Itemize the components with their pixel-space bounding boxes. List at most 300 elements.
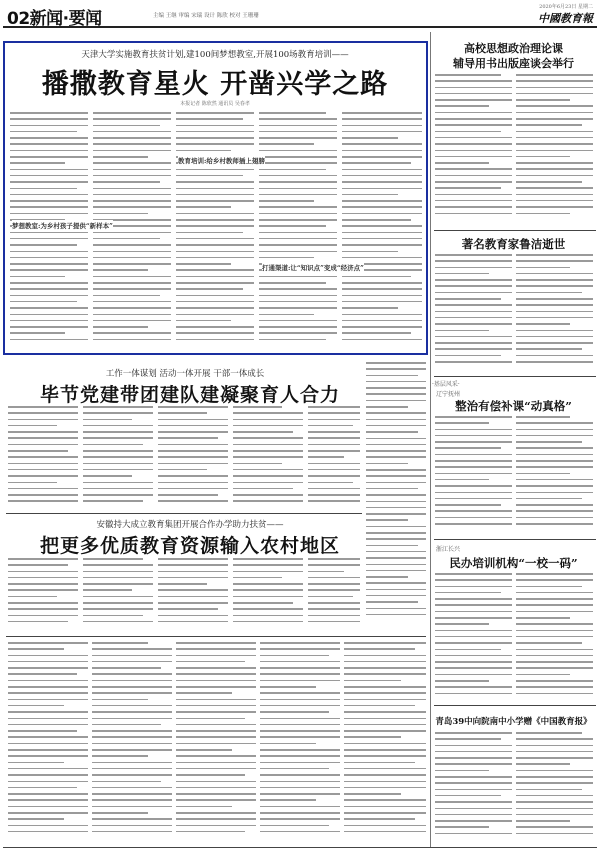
text-line bbox=[435, 143, 512, 145]
text-line bbox=[366, 582, 426, 584]
text-line bbox=[342, 219, 411, 221]
text-line bbox=[83, 494, 153, 496]
text-line bbox=[260, 736, 340, 738]
text-line bbox=[176, 269, 254, 271]
text-line bbox=[516, 273, 593, 275]
text-line bbox=[93, 320, 171, 322]
text-line bbox=[435, 795, 501, 797]
text-line bbox=[10, 238, 88, 240]
text-line bbox=[366, 576, 408, 578]
text-line bbox=[8, 450, 68, 452]
text-line bbox=[92, 655, 172, 657]
text-line bbox=[435, 194, 512, 196]
text-line bbox=[516, 355, 593, 357]
text-line bbox=[342, 332, 411, 334]
text-line bbox=[516, 655, 593, 657]
text-line bbox=[516, 80, 593, 82]
text-line bbox=[435, 447, 501, 449]
text-line bbox=[308, 469, 360, 471]
text-line bbox=[92, 768, 172, 770]
text-line bbox=[516, 175, 593, 177]
text-line bbox=[344, 667, 426, 669]
text-line bbox=[158, 621, 228, 623]
text-line bbox=[308, 431, 360, 433]
text-line bbox=[308, 602, 360, 604]
text-line bbox=[435, 801, 512, 803]
text-line bbox=[516, 342, 593, 344]
text-line bbox=[176, 825, 256, 827]
text-line bbox=[158, 412, 207, 414]
text-line bbox=[516, 87, 593, 89]
text-line bbox=[233, 583, 303, 585]
text-line bbox=[92, 781, 161, 783]
text-line bbox=[8, 608, 78, 610]
text-line bbox=[344, 755, 426, 757]
text-line bbox=[233, 450, 303, 452]
text-line bbox=[435, 273, 489, 275]
text-line bbox=[93, 238, 160, 240]
text-line bbox=[366, 482, 426, 484]
text-line bbox=[92, 762, 172, 764]
text-line bbox=[259, 188, 337, 190]
text-line bbox=[435, 473, 512, 475]
text-line bbox=[259, 307, 337, 309]
text-line bbox=[233, 596, 303, 598]
text-line bbox=[435, 348, 512, 350]
text-line bbox=[516, 757, 593, 759]
text-line bbox=[92, 825, 172, 827]
text-line bbox=[260, 711, 329, 713]
text-line bbox=[342, 125, 422, 127]
text-line bbox=[8, 680, 88, 682]
text-line bbox=[93, 301, 171, 303]
text-line bbox=[83, 596, 153, 598]
text-line bbox=[8, 425, 57, 427]
text-line bbox=[516, 454, 593, 456]
text-line bbox=[516, 124, 582, 126]
text-line bbox=[8, 577, 78, 579]
text-line bbox=[516, 745, 593, 747]
right-story3-headline: 整治有偿补课“动真格” bbox=[455, 399, 572, 413]
text-line bbox=[435, 87, 512, 89]
story3-headline: 把更多优质教育资源输入农村地区 bbox=[39, 535, 340, 557]
text-line bbox=[10, 143, 88, 145]
section-divider bbox=[434, 705, 596, 706]
text-line bbox=[366, 545, 418, 547]
text-line bbox=[435, 592, 501, 594]
text-line bbox=[516, 317, 593, 319]
text-line bbox=[435, 200, 512, 202]
text-line bbox=[366, 526, 426, 528]
text-line bbox=[92, 718, 172, 720]
text-line bbox=[260, 692, 340, 694]
text-line bbox=[260, 705, 340, 707]
text-line bbox=[342, 188, 422, 190]
text-line bbox=[435, 416, 512, 418]
text-line bbox=[308, 564, 360, 566]
text-line bbox=[342, 257, 422, 259]
text-line bbox=[435, 667, 512, 669]
text-line bbox=[259, 156, 337, 158]
text-line bbox=[8, 655, 88, 657]
text-line bbox=[83, 571, 153, 573]
text-line bbox=[260, 781, 340, 783]
text-line bbox=[8, 412, 78, 414]
text-line bbox=[8, 749, 88, 751]
text-line bbox=[516, 674, 570, 676]
text-line bbox=[176, 774, 245, 776]
text-line bbox=[8, 431, 78, 433]
text-line bbox=[176, 301, 254, 303]
text-line bbox=[233, 437, 303, 439]
text-line bbox=[233, 444, 303, 446]
right-story3-kicker: 辽宁抚州 bbox=[436, 391, 461, 398]
text-line bbox=[233, 406, 282, 408]
text-line bbox=[8, 724, 88, 726]
text-line bbox=[8, 730, 77, 732]
text-line bbox=[176, 137, 254, 139]
story2-body-col2 bbox=[83, 406, 153, 508]
text-line bbox=[516, 137, 593, 139]
text-line bbox=[516, 686, 593, 688]
text-line bbox=[158, 608, 218, 610]
text-line bbox=[260, 655, 329, 657]
text-line bbox=[308, 419, 360, 421]
text-line bbox=[83, 463, 153, 465]
text-line bbox=[516, 311, 593, 313]
text-line bbox=[92, 736, 172, 738]
text-line bbox=[260, 831, 340, 833]
lead-body-col4 bbox=[259, 112, 337, 350]
text-line bbox=[93, 339, 171, 341]
text-line bbox=[366, 469, 426, 471]
text-line bbox=[260, 806, 340, 808]
text-line bbox=[435, 311, 512, 313]
text-line bbox=[259, 326, 337, 328]
text-line bbox=[516, 732, 582, 734]
right-story2-headline: 著名教育家鲁洁逝世 bbox=[461, 237, 566, 251]
text-line bbox=[8, 500, 78, 502]
section-title: 02新闻·要闻 bbox=[7, 9, 102, 29]
text-line bbox=[233, 469, 303, 471]
text-line bbox=[435, 523, 512, 525]
text-line bbox=[83, 500, 143, 502]
text-line bbox=[83, 564, 153, 566]
text-line bbox=[8, 558, 78, 560]
text-line bbox=[516, 112, 593, 114]
text-line bbox=[176, 749, 232, 751]
text-line bbox=[308, 558, 360, 560]
lead-subhead-2: 教育培训:给乡村教师插上翅膀 bbox=[178, 157, 265, 165]
text-line bbox=[516, 323, 570, 325]
text-line bbox=[176, 143, 254, 145]
text-line bbox=[342, 282, 422, 284]
text-line bbox=[435, 317, 512, 319]
text-line bbox=[344, 673, 426, 675]
text-line bbox=[233, 482, 303, 484]
text-line bbox=[344, 743, 426, 745]
text-line bbox=[8, 463, 78, 465]
text-line bbox=[516, 782, 593, 784]
text-line bbox=[344, 787, 426, 789]
text-line bbox=[176, 648, 256, 650]
text-line bbox=[233, 589, 303, 591]
text-line bbox=[83, 456, 153, 458]
text-line bbox=[516, 466, 593, 468]
text-line bbox=[10, 282, 88, 284]
text-line bbox=[344, 724, 426, 726]
text-line bbox=[158, 469, 207, 471]
text-line bbox=[516, 168, 593, 170]
text-line bbox=[344, 718, 426, 720]
text-line bbox=[10, 131, 77, 133]
text-line bbox=[10, 162, 65, 164]
text-line bbox=[435, 131, 501, 133]
text-line bbox=[342, 301, 422, 303]
text-line bbox=[259, 282, 326, 284]
text-line bbox=[158, 444, 228, 446]
text-line bbox=[516, 260, 593, 262]
text-line bbox=[344, 711, 426, 713]
text-line bbox=[342, 232, 422, 234]
text-line bbox=[92, 730, 172, 732]
text-line bbox=[93, 326, 148, 328]
text-line bbox=[366, 538, 426, 540]
text-line bbox=[93, 332, 171, 334]
text-line bbox=[176, 736, 256, 738]
section-divider bbox=[434, 376, 596, 377]
text-line bbox=[435, 814, 512, 816]
text-line bbox=[158, 431, 228, 433]
text-line bbox=[10, 251, 88, 253]
text-line bbox=[8, 564, 68, 566]
right-story3-body-col2 bbox=[516, 416, 593, 534]
text-line bbox=[516, 738, 593, 740]
text-line bbox=[233, 494, 303, 496]
text-line bbox=[516, 592, 593, 594]
text-line bbox=[83, 475, 132, 477]
right-story5-body-col2 bbox=[516, 732, 593, 844]
text-line bbox=[8, 488, 78, 490]
text-line bbox=[83, 469, 153, 471]
text-line bbox=[260, 762, 340, 764]
text-line bbox=[176, 150, 231, 152]
text-line bbox=[308, 500, 360, 502]
text-line bbox=[176, 655, 256, 657]
text-line bbox=[435, 105, 489, 107]
text-line bbox=[8, 596, 57, 598]
text-line bbox=[233, 431, 293, 433]
text-line bbox=[344, 736, 401, 738]
text-line bbox=[260, 818, 340, 820]
text-line bbox=[93, 269, 148, 271]
text-line bbox=[344, 812, 426, 814]
text-line bbox=[176, 251, 254, 253]
text-line bbox=[308, 444, 360, 446]
text-line bbox=[92, 673, 172, 675]
text-line bbox=[93, 232, 171, 234]
text-line bbox=[259, 118, 337, 120]
story-side-body bbox=[366, 362, 426, 624]
text-line bbox=[176, 711, 256, 713]
text-line bbox=[176, 705, 256, 707]
text-line bbox=[176, 175, 243, 177]
text-line bbox=[259, 251, 337, 253]
text-line bbox=[366, 387, 426, 389]
text-line bbox=[366, 557, 426, 559]
text-line bbox=[92, 724, 161, 726]
text-line bbox=[435, 355, 501, 357]
text-line bbox=[158, 577, 228, 579]
text-line bbox=[259, 137, 337, 139]
text-line bbox=[308, 463, 360, 465]
text-line bbox=[344, 642, 426, 644]
text-line bbox=[435, 336, 512, 338]
text-line bbox=[308, 615, 360, 617]
text-line bbox=[176, 831, 245, 833]
text-line bbox=[435, 80, 512, 82]
text-line bbox=[516, 763, 570, 765]
text-line bbox=[259, 175, 337, 177]
text-line bbox=[10, 156, 88, 158]
text-line bbox=[93, 112, 171, 114]
text-line bbox=[516, 200, 593, 202]
text-line bbox=[176, 288, 243, 290]
text-line bbox=[260, 724, 340, 726]
text-line bbox=[435, 782, 512, 784]
text-line bbox=[516, 661, 593, 663]
text-line bbox=[158, 589, 228, 591]
text-line bbox=[308, 589, 360, 591]
text-line bbox=[516, 285, 593, 287]
text-line bbox=[176, 295, 254, 297]
text-line bbox=[516, 279, 593, 281]
issue-date: 2020年6月23日 星期二 bbox=[539, 4, 593, 10]
text-line bbox=[83, 450, 153, 452]
text-line bbox=[93, 276, 171, 278]
text-line bbox=[259, 314, 314, 316]
text-line bbox=[516, 492, 593, 494]
text-line bbox=[176, 244, 254, 246]
text-line bbox=[176, 232, 243, 234]
story2-headline: 毕节党建带团建队建凝聚育人合力 bbox=[40, 384, 341, 406]
text-line bbox=[308, 450, 360, 452]
text-line bbox=[233, 602, 293, 604]
text-line bbox=[93, 156, 148, 158]
text-line bbox=[176, 320, 231, 322]
text-line bbox=[10, 307, 88, 309]
text-line bbox=[158, 437, 218, 439]
text-line bbox=[176, 213, 254, 215]
text-line bbox=[516, 598, 593, 600]
text-line bbox=[435, 504, 501, 506]
text-line bbox=[10, 125, 88, 127]
text-line bbox=[308, 608, 360, 610]
text-line bbox=[158, 602, 228, 604]
text-line bbox=[342, 169, 422, 171]
text-line bbox=[8, 602, 78, 604]
text-line bbox=[516, 194, 593, 196]
text-line bbox=[92, 799, 172, 801]
text-line bbox=[260, 774, 340, 776]
text-line bbox=[366, 488, 418, 490]
text-line bbox=[435, 680, 489, 682]
text-line bbox=[176, 692, 232, 694]
text-line bbox=[176, 314, 254, 316]
text-line bbox=[435, 137, 512, 139]
lead-subhead-1: 梦想教室:为乡村孩子提供“新样本” bbox=[12, 222, 113, 230]
text-line bbox=[344, 686, 426, 688]
text-line bbox=[176, 673, 256, 675]
text-line bbox=[260, 648, 340, 650]
text-line bbox=[342, 276, 411, 278]
text-line bbox=[83, 621, 153, 623]
text-line bbox=[435, 260, 512, 262]
text-line bbox=[516, 833, 593, 835]
text-line bbox=[259, 225, 326, 227]
text-line bbox=[176, 686, 256, 688]
text-line bbox=[344, 749, 426, 751]
text-line bbox=[435, 732, 512, 734]
text-line bbox=[176, 307, 254, 309]
text-line bbox=[344, 648, 415, 650]
story2-body-col4 bbox=[233, 406, 303, 508]
text-line bbox=[176, 762, 256, 764]
text-line bbox=[342, 200, 422, 202]
text-line bbox=[435, 492, 512, 494]
text-line bbox=[176, 238, 254, 240]
text-line bbox=[435, 636, 512, 638]
text-line bbox=[158, 425, 228, 427]
text-line bbox=[342, 295, 422, 297]
text-line bbox=[10, 339, 88, 341]
text-line bbox=[435, 466, 512, 468]
text-line bbox=[366, 412, 426, 414]
text-line bbox=[93, 125, 160, 127]
text-line bbox=[435, 213, 512, 215]
text-line bbox=[8, 437, 78, 439]
text-line bbox=[435, 686, 512, 688]
text-line bbox=[516, 156, 570, 158]
text-line bbox=[10, 263, 88, 265]
text-line bbox=[516, 348, 582, 350]
text-line bbox=[435, 168, 512, 170]
text-line bbox=[259, 131, 337, 133]
text-line bbox=[8, 768, 88, 770]
text-line bbox=[233, 425, 303, 427]
text-line bbox=[83, 488, 153, 490]
text-line bbox=[366, 362, 426, 364]
lead-body-col2 bbox=[93, 112, 171, 350]
text-line bbox=[8, 825, 88, 827]
text-line bbox=[435, 674, 512, 676]
text-line bbox=[435, 630, 512, 632]
text-line bbox=[8, 743, 88, 745]
text-line bbox=[308, 475, 360, 477]
text-line bbox=[8, 583, 78, 585]
text-line bbox=[516, 573, 593, 575]
text-line bbox=[516, 422, 593, 424]
text-line bbox=[259, 232, 337, 234]
text-line bbox=[260, 787, 340, 789]
text-line bbox=[158, 482, 228, 484]
text-line bbox=[92, 642, 148, 644]
text-line bbox=[516, 680, 593, 682]
text-line bbox=[92, 711, 172, 713]
text-line bbox=[259, 320, 337, 322]
text-line bbox=[83, 406, 153, 408]
text-line bbox=[176, 667, 256, 669]
